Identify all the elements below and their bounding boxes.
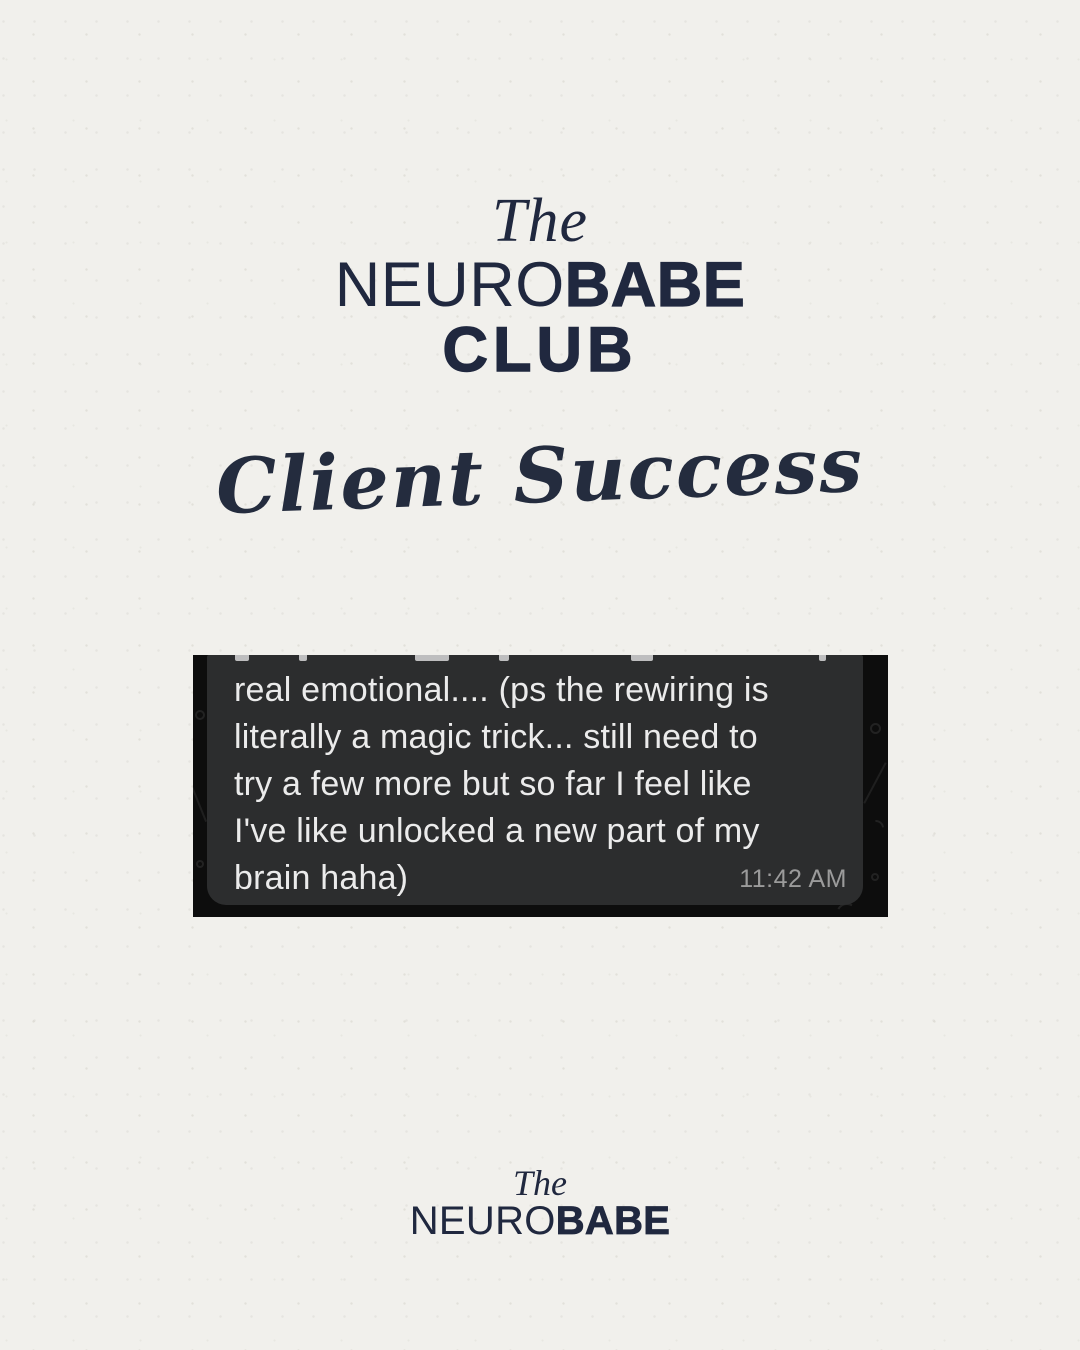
message-timestamp: 11:42 AM	[739, 865, 847, 893]
brand-top-babe-text: BABE	[564, 250, 746, 320]
doodle-line	[863, 762, 886, 804]
brand-bottom-neurobabe	[0, 1200, 1080, 1242]
cropped-text-remnant	[819, 655, 826, 661]
cropped-text-remnant	[499, 655, 509, 661]
cropped-text-remnant	[235, 655, 249, 661]
doodle-line	[193, 786, 207, 822]
message-text	[234, 667, 769, 902]
page-title: Client Success	[214, 419, 866, 532]
brand-top-neurobabe	[0, 252, 1080, 318]
message-line: brain haha)	[234, 859, 409, 897]
cropped-text-remnant	[415, 655, 449, 661]
message-line: literally a magic trick... still need to	[234, 718, 758, 756]
message-line: real emotional.... (ps the rewiring is	[234, 671, 769, 709]
brand-top-the: The	[492, 187, 588, 255]
doodle-arc	[865, 817, 888, 840]
brand-top-neuro-text: NEURO	[334, 250, 565, 320]
brand-bottom-neuro-text: NEURO	[409, 1199, 556, 1243]
message-line: try a few more but so far I feel like	[234, 765, 752, 803]
message-bubble	[207, 655, 863, 905]
doodle-circle	[195, 710, 205, 720]
doodle-circle	[870, 723, 881, 734]
brand-bottom-babe-text: BABE	[555, 1199, 671, 1243]
doodle-circle	[196, 860, 204, 868]
doodle-circle	[871, 873, 879, 881]
cropped-text-remnant	[299, 655, 307, 661]
brand-top-club: CLUB	[442, 315, 638, 385]
chat-screenshot	[193, 655, 888, 917]
brand-bottom-the: The	[513, 1163, 567, 1203]
cropped-text-remnant	[631, 655, 653, 661]
message-line: I've like unlocked a new part of my	[234, 812, 760, 850]
